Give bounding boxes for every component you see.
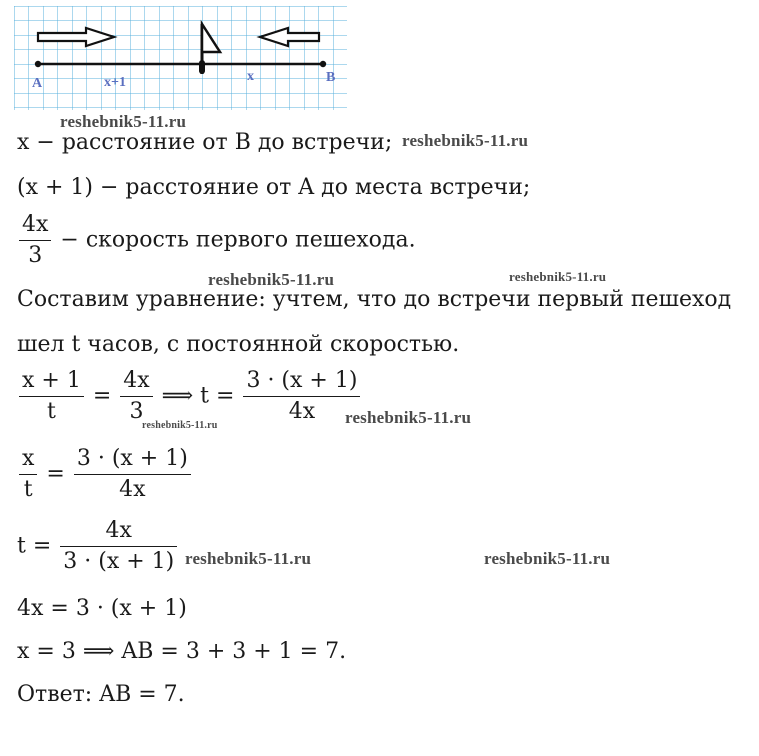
definition-x [17, 130, 392, 156]
watermark: reshebnik5-11.ru [60, 112, 187, 131]
equation-2: $\frac{x}{t}$ = $\frac{3 \cdot (x + 1)}{4x}$ [17, 444, 193, 505]
speed-line [17, 210, 416, 271]
label-left-segment: x+1 [104, 75, 126, 90]
equation-5: x = 3 ⟹ AB = 3 + 3 + 1 = 7. [17, 639, 347, 664]
equation-1: $\frac{x + 1}{t}$ = $\frac{4x}{3}$ ⟹ t = $\frac{3 \cdot (x + 1)}{4x}$ [17, 366, 362, 427]
meeting-diagram [14, 6, 347, 110]
grid-background [14, 6, 347, 110]
watermark: reshebnik5-11.ru [402, 131, 529, 150]
label-b: B [326, 70, 336, 85]
label-a: A [32, 76, 43, 91]
meeting-point [199, 60, 205, 74]
time-text: шел t часов, с постоянной скоростью. [17, 332, 460, 357]
watermark: reshebnik5-11.ru [345, 408, 472, 427]
watermark: reshebnik5-11.ru [142, 420, 218, 431]
watermark: reshebnik5-11.ru [185, 549, 312, 568]
label-right-segment: x [247, 69, 254, 84]
watermark: reshebnik5-11.ru [484, 549, 611, 568]
equation-3: t = $\frac{4x}{3 \cdot (x + 1)}$ [17, 516, 179, 577]
definition-x-plus-1-text: (x + 1) − расстояние от A до места встречи; [17, 175, 531, 200]
definition-x-text: x − расстояние от B до встречи; [17, 130, 393, 155]
equation-intro [17, 287, 731, 313]
speed-fraction: $\frac{4x}{3}$ [19, 210, 51, 271]
speed-text: − скорость первого пешехода. [53, 227, 416, 253]
equation-4: 4x = 3 · (x + 1) [17, 596, 187, 621]
answer-line: Ответ: AB = 7. [17, 682, 185, 707]
definition-x-plus-1 [17, 175, 530, 201]
point-b [320, 61, 326, 67]
point-a [35, 61, 41, 67]
watermark: reshebnik5-11.ru [509, 269, 607, 284]
equation-intro-text: Составим уравнение: учтем, что до встречи первый пешеход [17, 287, 732, 312]
watermark: reshebnik5-11.ru [208, 270, 335, 289]
time-line [17, 332, 459, 358]
